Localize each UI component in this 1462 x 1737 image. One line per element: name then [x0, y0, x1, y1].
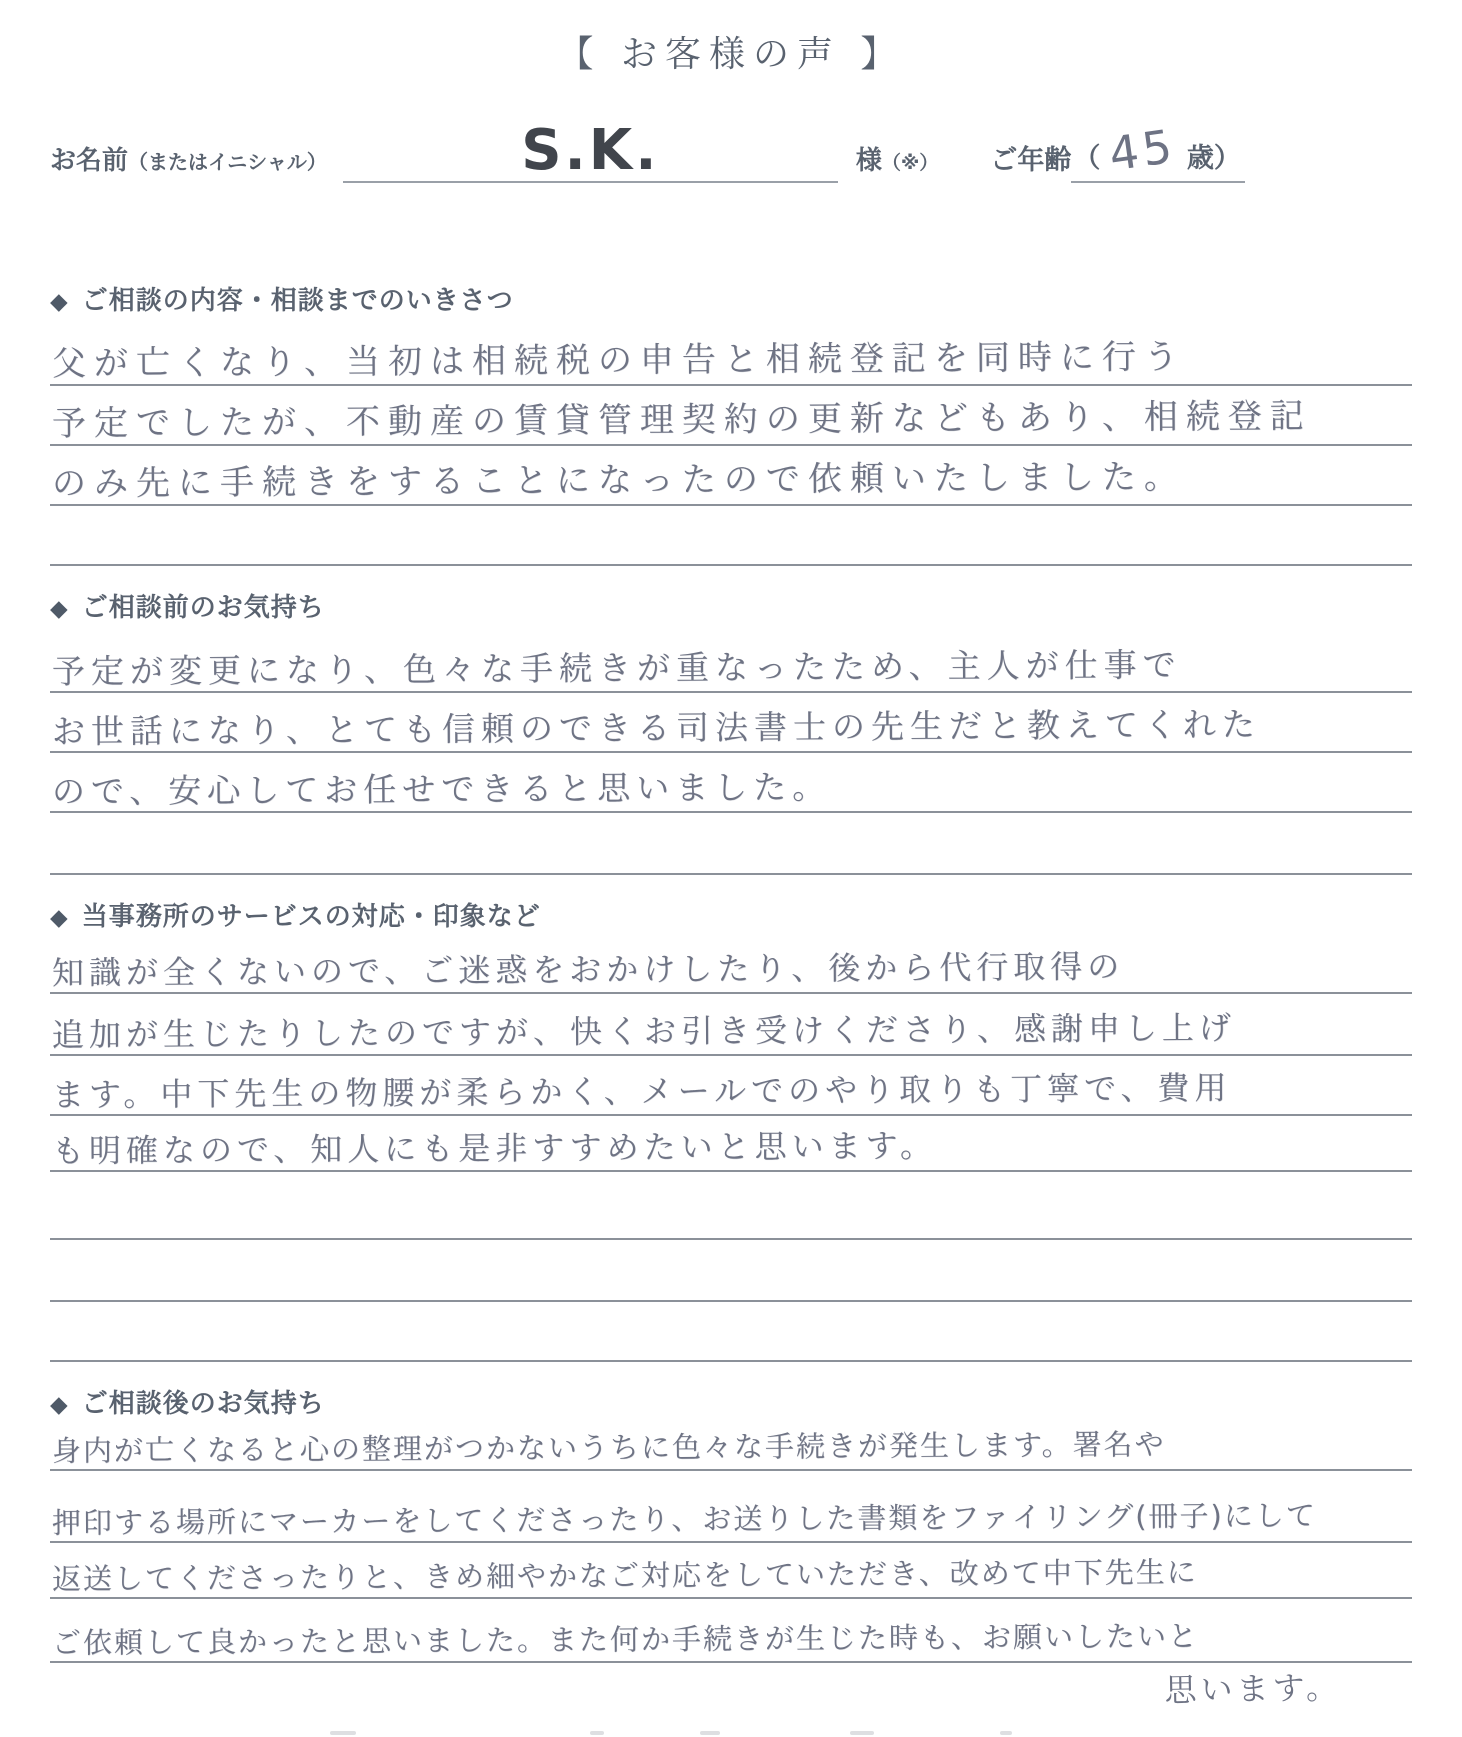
scan-artifact-mark — [1000, 1731, 1012, 1735]
ruled-line — [50, 936, 1412, 994]
scan-artifact-mark — [590, 1731, 604, 1735]
ruled-line-empty — [50, 813, 1412, 875]
honorific-sama: 様 — [855, 146, 882, 176]
honorific-note: （※） — [881, 152, 939, 174]
handwritten-text: ご依頼して良かったと思いました。また何か手続きが生じた時も、お願いしたいと — [51, 1619, 1199, 1661]
ruled-line — [50, 446, 1412, 506]
ruled-line — [50, 1599, 1412, 1663]
handwritten-text: 押印する場所にマーカーをしてくださったり、お送りした書類をファイリング(冊子)にして — [51, 1498, 1317, 1541]
section-heading-text: 当事務所のサービスの対応・印象など — [81, 902, 541, 932]
age-value-handwritten: 45 — [1106, 118, 1180, 182]
handwritten-text: 予定が変更になり、色々な手続きが重なったため、主人が仕事で — [51, 644, 1182, 691]
age-label: ご年齢 — [990, 145, 1072, 176]
section-heading — [50, 283, 1412, 320]
section-service-impression — [50, 899, 1412, 1362]
section-heading — [50, 899, 1412, 936]
section-heading — [50, 590, 1412, 627]
name-field — [343, 118, 838, 183]
section-heading-text: ご相談後のお気持ち — [81, 1389, 325, 1419]
ruled-line — [50, 753, 1412, 813]
scan-artifact-mark — [330, 1731, 356, 1735]
handwritten-text: 返送してくださったりと、きめ細やかなご対応をしていただき、改めて中下先生に — [51, 1555, 1198, 1597]
age-unit: 歳） — [1186, 143, 1241, 174]
handwritten-text: 父が亡くなり、当初は相続税の申告と相続登記を同時に行う — [51, 336, 1186, 384]
ruled-line — [50, 1543, 1412, 1599]
honorific-label — [856, 140, 939, 183]
ruled-line — [50, 1056, 1412, 1116]
scan-artifact — [0, 1729, 1462, 1735]
diamond-bullet-icon: ◆ — [50, 905, 68, 931]
handwritten-text: ます。中下先生の物腰が柔らかく、メールでのやり取りも丁寧で、費用 — [51, 1068, 1232, 1114]
scan-artifact-mark — [850, 1731, 874, 1735]
diamond-bullet-icon: ◆ — [50, 289, 68, 315]
section-feelings-before — [50, 590, 1412, 875]
age-paren-open: （ — [1073, 143, 1101, 174]
handwritten-text: お世話になり、とても信頼のできる司法書士の先生だと教えてくれた — [51, 704, 1261, 751]
page-title: 【 お客様の声 】 — [557, 34, 905, 75]
section-consultation-background — [50, 283, 1412, 566]
handwritten-text: 予定でしたが、不動産の賃貸管理契約の更新などもあり、相続登記 — [51, 395, 1312, 444]
name-label-main: お名前 — [50, 146, 129, 176]
diamond-bullet-icon: ◆ — [50, 596, 68, 622]
scan-artifact-mark — [700, 1731, 720, 1735]
handwritten-text: のみ先に手続きをすることになったので依頼いたしました。 — [51, 456, 1186, 504]
handwritten-text: 身内が亡くなると心の整理がつかないうちに色々な手続きが発生します。署名や — [51, 1427, 1166, 1469]
name-label-sub: （またはイニシャル） — [128, 150, 327, 174]
section-heading-text: ご相談前のお気持ち — [81, 593, 325, 623]
ruled-line — [50, 994, 1412, 1056]
diamond-bullet-icon: ◆ — [50, 1392, 68, 1418]
name-label — [50, 140, 327, 183]
ruled-line — [50, 320, 1412, 386]
handwritten-overflow-text: 思います。 — [1164, 1668, 1343, 1710]
ruled-line-empty — [50, 1240, 1412, 1302]
name-age-row — [50, 118, 1412, 183]
ruled-line-empty — [50, 1172, 1412, 1240]
ruled-line-empty — [50, 1302, 1412, 1362]
handwritten-text: 追加が生じたりしたのですが、快くお引き受けくださり、感謝申し上げ — [51, 1008, 1236, 1054]
name-value: S.K. — [521, 118, 660, 183]
section-heading-text: ご相談の内容・相談までのいきさつ — [81, 286, 514, 316]
ruled-line — [50, 1423, 1412, 1471]
ruled-line-empty — [50, 506, 1412, 566]
handwritten-text: ので、安心してお任せできると思いました。 — [51, 766, 832, 811]
ruled-line — [50, 386, 1412, 446]
ruled-line — [50, 627, 1412, 693]
handwritten-text: も明確なので、知人にも是非すすめたいと思います。 — [51, 1126, 938, 1170]
age-group — [990, 118, 1245, 183]
ruled-line — [50, 693, 1412, 753]
ruled-line — [50, 1471, 1412, 1543]
ruled-line — [50, 1116, 1412, 1172]
section-heading — [50, 1386, 1412, 1423]
age-field — [1071, 118, 1245, 183]
section-feelings-after — [50, 1386, 1412, 1719]
handwritten-text: 知識が全くないので、ご迷惑をおかけしたり、後から代行取得の — [51, 947, 1125, 992]
